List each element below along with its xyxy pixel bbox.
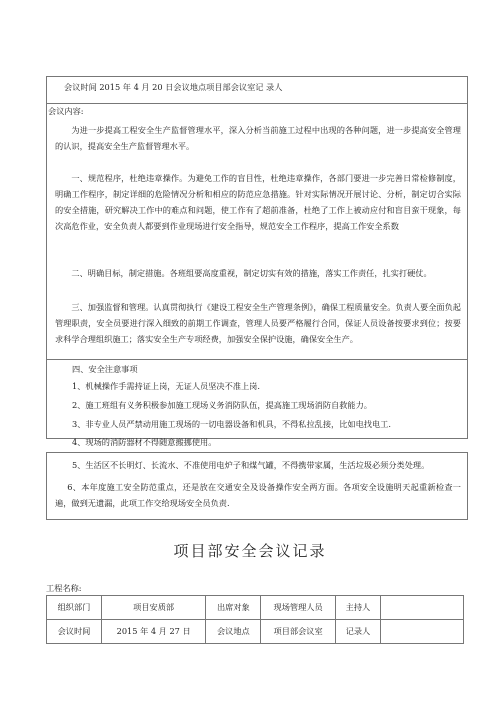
list-item: 6、本年度施工安全防范重点，还是放在交通安全及设备操作安全两方面。各项安全设施明天起重新检查一遍，做到无遗漏，此项工作交给现场安全员负责. [55, 482, 461, 508]
paragraph-1: 一、规范程序，杜绝违章操作。为避免工作的盲目性，杜绝违章操作，各部门要进一步完善日常检修制度，明确工作程序，制定详细的危险情况分析和相应的防范应急措施。针对实际情况开展讨论、分析，制定切合实际的安全措施，研究解决工作中的难点和问题，使工作有了超前准备，杜绝了工作上被动应付和盲目蛮干现象，每次高危作业，安全负责人都要到作业现场进行安全指导，规范安全工作程序，提高工作安全系数 [55, 173, 461, 231]
table-cell: 组织部门 [47, 596, 102, 620]
table-cell: 出席对象 [206, 596, 261, 620]
table-cell: 现场管理人员 [261, 596, 336, 620]
section-4-title: 四、安全注意事项 [72, 364, 138, 374]
table-cell [381, 620, 464, 644]
content-label: 会议内容: [48, 106, 84, 116]
project-name-label: 工程名称: [46, 583, 82, 593]
list-item: 1、机械操作手需持证上岗，无证人员坚决不准上岗. [72, 381, 260, 391]
paragraph-3: 三、加强监督和管理。认真贯彻执行《建设工程安全生产管理条例》，确保工程质量安全。负责人要全面负起管理职责，安全员要进行深入细致的前期工作调查，管理人员要严格履行合同，保证人员设备按要求到位；按要求科学合理组织施工；落实安全生产专项经费，加强安全保护设施，确保安全生产。 [55, 302, 461, 344]
intro-paragraph: 为进一步提高工程安全生产监督管理水平，深入分析当前施工过程中出现的各种问题，进一步提高安全管理的认识，提高安全生产监督管理水平。 [55, 125, 461, 151]
table-cell: 主持人 [335, 596, 380, 620]
meeting-header: 会议时间 2015 年 4 月 20 日会议地点项目部会议室记 录人 [64, 82, 283, 92]
list-item: 3、非专业人员严禁动用施工现场的一切电器设备和机具，不得私拉乱接，比如电找电工. [72, 419, 391, 429]
table-cell: 会议地点 [206, 620, 261, 644]
table-cell: 会议时间 [47, 620, 102, 644]
page-title: 项目部安全会议记录 [173, 542, 327, 560]
row-divider [47, 359, 467, 360]
meeting-info-table [46, 595, 464, 644]
row-divider [47, 103, 467, 104]
list-item: 5、生活区不长明灯、长流水、不准使用电炉子和煤气罐，不得携带家属，生活垃圾必须分类处理。 [72, 460, 430, 470]
table-row [47, 596, 464, 620]
table-row [47, 620, 464, 644]
list-item: 2、施工班组有义务积极参加施工现场义务消防队伍，提高施工现场消防自救能力。 [72, 400, 372, 410]
table-cell [381, 596, 464, 620]
table-cell: 项目安质部 [101, 596, 205, 620]
table-cell: 2015 年 4 月 27 日 [101, 620, 205, 644]
table-cell: 项目部会议室 [261, 620, 336, 644]
paragraph-2: 二、明确目标，制定措施。各班组要高度重视，制定切实有效的措施，落实工作责任，扎实打硬仗。 [71, 268, 432, 278]
table-cell: 记录人 [335, 620, 380, 644]
list-item: 4、现场的消防器材不得随意搬挪使用。 [72, 437, 217, 447]
